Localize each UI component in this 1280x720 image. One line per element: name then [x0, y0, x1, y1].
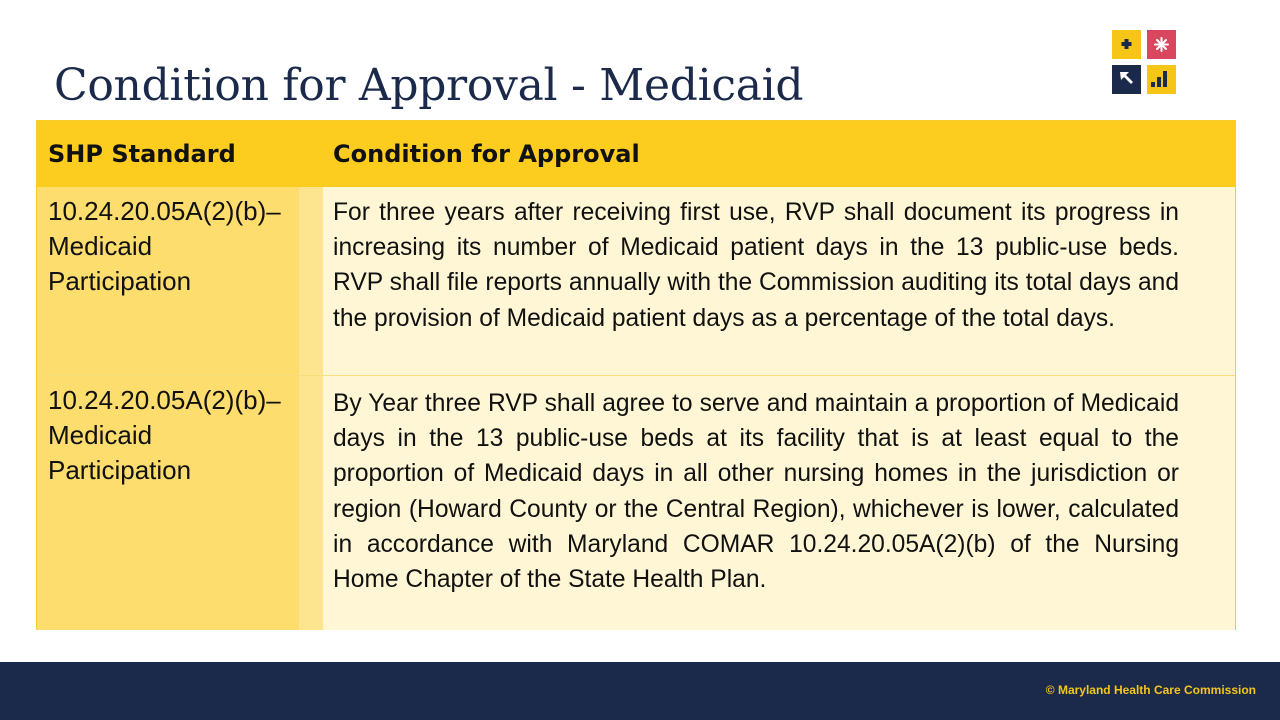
footer-bar [0, 662, 1280, 720]
standard-cell [48, 194, 298, 299]
standard-name-line2: Participation [48, 455, 192, 485]
column-gap [299, 376, 323, 630]
condition-cell: By Year three RVP shall agree to serve and maintain a proportion of Medicaid days in the 13 public-use beds at its facility that is at least equal to the proportion of Medicaid days in all other nursing homes in the jurisdiction or region (Howard County or the Central Region), whichever is lower, calculated in accordance with Maryland COMAR 10.24.20.05A(2)(b) of the Nursing Home Chapter of the State Health Plan. [333, 390, 1179, 594]
standard-name-line1: Medicaid [48, 420, 153, 450]
arrow-icon [1120, 72, 1133, 84]
standard-name-line2: Participation [48, 266, 192, 296]
standard-code: 10.24.20.05A(2)(b)– [48, 196, 281, 226]
plus-icon [1122, 39, 1132, 49]
bar-chart-icon [1151, 71, 1167, 87]
conditions-table [36, 120, 1236, 630]
header-shp-standard: SHP Standard [48, 140, 236, 168]
standard-code: 10.24.20.05A(2)(b)– [48, 385, 281, 415]
condition-cell: For three years after receiving first use, RVP shall document its progress in increasing its number of Medicaid patient days in the 13 public-use beds. RVP shall file reports annually with the Commission auditing its total days and the provision of Medicaid patient days as a percentage of the total days. [333, 199, 1179, 332]
table-header-row [37, 121, 1235, 187]
footer-copyright: © Maryland Health Care Commission [1045, 683, 1256, 697]
header-condition-for-approval: Condition for Approval [333, 140, 640, 168]
asterisk-icon [1155, 38, 1168, 51]
standard-cell [48, 383, 298, 488]
table-row [37, 187, 1235, 376]
column-gap [299, 187, 323, 375]
table-row [37, 376, 1235, 630]
slide-title: Condition for Approval - Medicaid [54, 60, 804, 111]
mhcc-logo [1112, 30, 1176, 94]
standard-name-line1: Medicaid [48, 231, 153, 261]
logo-glyphs [1112, 30, 1176, 94]
